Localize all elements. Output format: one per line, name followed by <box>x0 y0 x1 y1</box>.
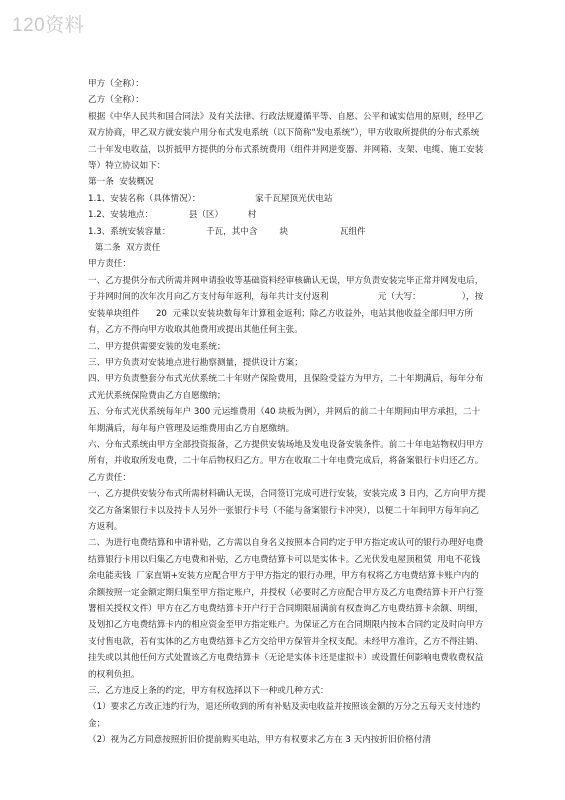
party-b-line: 乙方（全称）： <box>88 95 144 106</box>
party-b-duty-1: 一、乙方提供安装分布式所需材料确认无误，合同签订完成可进行安装，安装完成 3 日内，乙方向甲方提交乙方备案银行卡以及持卡人另外一张银行卡号（不能与备案银行卡冲突），以便二十年间甲方每年向乙方返利。 <box>88 489 486 532</box>
breach-remedy-1: （1）要求乙方改正违约行为，退还所收到的所有补贴及卖电收益并按照该金额的万分之五每天支付违约金； <box>88 702 481 729</box>
breach-remedy-2: （2）视为乙方同意按照折旧价提前购买电站，甲方有权要求乙方在 3 天内按折旧价格付清 <box>88 735 431 746</box>
article-1-heading: 第一条 安装概况 <box>88 177 154 188</box>
party-a-duty-6: 六、分布式系统由甲方全部投资报备，乙方提供安装场地及发电设备安装条件。前二十年电站物权归甲方所有，并收取所发电费，二十年后物权归乙方。甲方在收取二十年电费完成后，将备案银行卡归还乙方。 <box>88 439 484 467</box>
party-b-duties-heading: 乙方责任： <box>88 472 131 483</box>
party-a-duty-1: 一、乙方提供分布式所需并网申请验收等基础资料经审核确认无误，甲方负责安装完毕正常并网发电后，于并网时间的次年次月向乙方支付每年返利，每年共计支付返利 元（大写： ），按安装单块组件 20 元乘以安装块数每年计算租金返利；除乙方收益外，电站其他收益全部归甲方所有，乙方不得向甲方收取其他费用或提出其他任何主张。 <box>88 275 484 336</box>
party-a-duties-heading: 甲方责任： <box>88 259 131 270</box>
clause-1-3: 1.3、系统安装容量： 千瓦，其中含 块 瓦组件 <box>88 226 366 237</box>
article-2-heading: 第二条 双方责任 <box>92 243 161 254</box>
party-a-duty-2: 二、甲方提供需要安装的发电系统； <box>88 341 226 352</box>
party-a-line: 甲方（全称）： <box>88 79 144 89</box>
watermark-logo: 120资料 <box>12 15 85 36</box>
party-b-duty-3: 三、乙方违反上条的约定，甲方有权选择以下一种或几种方式： <box>88 686 329 697</box>
clause-1-2: 1.2、安装地点： 县（区） 村 <box>88 210 257 221</box>
party-b-duty-2: 二、为进行电费结算和申请补贴，乙方需以自身名义按照本合同约定于甲方指定或认可的银行办理好电费结算银行卡用以归集乙方电费和补贴，乙方电费结算卡可以是实体卡。乙光伏发电屋顶租赁 用电不花钱 余电能卖钱 厂家直销+安装方应配合甲方于甲方指定的银行办理，甲方有权将乙方电费结算卡账户内的余额按照一定金额定期归集至甲方指定账户，并授权（必要时乙方应配合甲方及乙方电费结算卡开户行签署相关授权文件）甲方在乙方电费结算卡开户行于合同期限届满前有权查询乙方电费结算卡余额、明细，及划扣乙方电费结算卡内的相应资金至甲方指定账户。为保证乙方在合同期限内按本合同约定及时向甲方支付售电款，若有实体的乙方电费结算卡乙方交给甲方保管并全权支配。未经甲方准许，乙方不得注销、挂失或以其他任何方式处置该乙方电费结算卡（无论是实体卡还是虚拟卡）或设置任何影响电费收费权益的权利负担。 <box>88 538 486 680</box>
preamble-paragraph: 根据《中华人民共和国合同法》及有关法律、行政法规遵循平等、自愿、公平和诚实信用的原则，经甲乙双方协商，甲乙双方就安装户用分布式发电系统（以下简称“发电系统”），甲方收取所提供的分布式系统二十年发电收益，以折抵甲方提供的分布式系统费用（组件并网逆变器、并网箱、支架、电缆、施工安装等）特立协议如下： <box>88 111 484 172</box>
party-a-duty-5: 五、分布式光伏系统每年户 300 元运维费用（40 块板为例），并网后的前二十年期间由甲方承担，二十年期满后，每年每户管理及运维费用由乙方自愿缴纳。 <box>88 407 481 434</box>
clause-1-1: 1.1、安装名称（具体情况）： 家千瓦屋顶光伏电站 <box>88 193 333 204</box>
party-a-duty-4: 四、甲方负责整套分布式光伏系统二十年财产保险费用，且保险受益方为甲方，二十年期满后，每年分布式光伏系统保险费由乙方自愿缴纳； <box>88 374 484 401</box>
contract-document <box>88 76 486 749</box>
party-a-duty-3: 三、甲方负责对安装地点进行勘察测量，提供设计方案； <box>88 357 303 368</box>
